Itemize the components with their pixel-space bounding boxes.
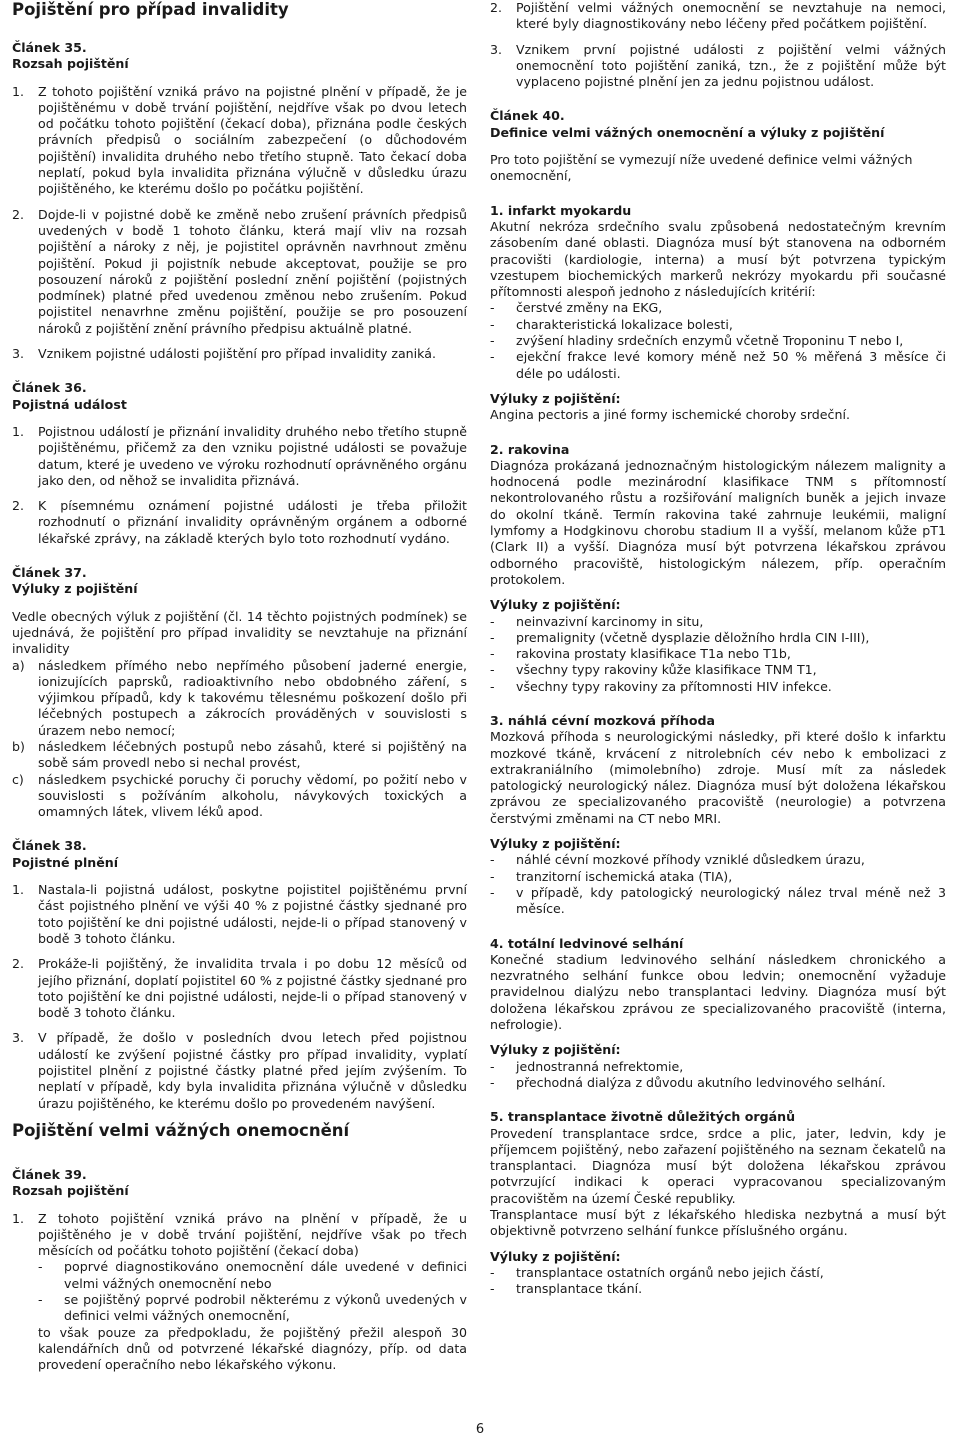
exclusions-label: Výluky z pojištění:	[490, 836, 621, 852]
list-item: - poprvé diagnostikováno onemocnění dále uvedené v definici velmi vážných onemocnění nebo	[38, 1259, 467, 1291]
article-36-heading	[12, 380, 467, 413]
page-number: 6	[475, 1422, 485, 1437]
disease-title: 5. transplantace životně důležitých orgánů	[490, 1109, 796, 1125]
article-number: Článek 38.	[12, 838, 87, 854]
article-39-heading	[12, 1167, 467, 1200]
list-item: - náhlé cévní mozkové příhody vzniklé důsledkem úrazu,	[490, 852, 865, 868]
disease-definition: Mozková příhoda s neurologickými následky, při které došlo k infarktu mozkové tkáně, krvácení z nitrolebních cév nebo k embolizaci z extrakraniálního (mimolebního) zdroje. Musí mít za následek patologický neurologický nález. Diagnóza musí být doložena lékařskou zprávou ze specializovaného pracoviště (neurologie) a potvrzena čerstvými změnami na CT nebo MRI.	[490, 729, 946, 826]
list-item: - přechodná dialýza z důvodu akutního ledvinového selhání.	[490, 1074, 886, 1090]
paragraph: 3. Vznikem první pojistné události z pojištění velmi vážných onemocnění toto pojištění zaniká, tzn., že z pojištění může být vyplaceno pojistné plnění jen za jednu pojistnou událost.	[490, 41, 946, 90]
article-number: Článek 40.	[490, 108, 565, 124]
list-item: b) následkem léčebných postupů nebo zásahů, které si pojištěný na sobě sám provedl nebo si nechal provést,	[12, 738, 467, 771]
list-item: - jednostranná nefrektomie,	[490, 1058, 684, 1074]
exclusion-text: Angina pectoris a jiné formy ischemické choroby srdeční.	[490, 407, 850, 423]
disease-definition: Konečné stadium ledvinového selhání následkem chronického a nezvratného selhání funkce obou ledvin; onemocnění vyžaduje pravidelnou dialýzu nebo transplantaci ledviny. Diagnóza musí být doložena lékařskou zprávou ze specializovaného pracoviště (interna, nefrologie).	[490, 951, 946, 1033]
list-item: - transplantace ostatních orgánů nebo jejich částí,	[490, 1264, 824, 1280]
article-title: Pojistná událost	[12, 396, 127, 412]
exclusions-label: Výluky z pojištění:	[490, 1042, 621, 1058]
list-item: - čerstvé změny na EKG,	[490, 300, 663, 316]
article-title: Rozsah pojištění	[12, 56, 129, 72]
paragraph: 1. Z tohoto pojištění vzniká právo na plnění v případě, že u pojištěného je v době trvání pojištění, nejdříve však po třech měsících od počátku tohoto pojištění (čekací doba)	[12, 1210, 467, 1259]
article-title: Rozsah pojištění	[12, 1183, 129, 1199]
disease-definition-extra: Transplantace musí být z lékařského hlediska nezbytná a musí být objektivně potvrzeno selhání funkce příslušného orgánu.	[490, 1207, 946, 1239]
article-number: Článek 37.	[12, 565, 87, 581]
article-40-heading	[490, 108, 946, 141]
list-item: - premalignity (včetně dysplazie děložního hrdla CIN I-III),	[490, 629, 870, 645]
list-item: - se pojištěný poprvé podrobil některému z výkonů uvedených v definici velmi vážných onemocnění,	[38, 1292, 467, 1324]
right-column	[490, 0, 946, 1306]
exclusions-list	[490, 614, 946, 695]
exclusions-label: Výluky z pojištění:	[490, 597, 621, 613]
paragraph: 1. Nastala-li pojistná událost, poskytne pojistitel pojištěnému první část pojistného plnění ve výši 40 % z pojistné částky sjednané pro toto pojištění ke dni pojistné události, nejde-li o případ stanovený v bodě 3 tohoto článku.	[12, 882, 467, 946]
list-item: - charakteristická lokalizace bolesti,	[490, 316, 733, 332]
list-item: a) následkem přímého nebo nepřímého působení jaderné energie, ionizujících paprsků, radioaktivního nebo obdobného záření, s výjimkou případů, kdy k takovému tělesnému poškození došlo při léčebných postupech a zákrocích prováděných v souvislosti s úrazem nebo nemocí;	[12, 657, 467, 738]
article-number: Článek 35.	[12, 40, 87, 55]
article-title: Definice velmi vážných onemocnění a výluky z pojištění	[490, 124, 885, 140]
disease-definition: Akutní nekróza srdečního svalu způsobená nedostatečným krevním zásobením dané oblasti. Diagnóza musí být stanovena na odborném pracovišti (kardiologie, interna) a musí být potvrzena typickým vzestupem biochemických markerů nekrózy myokardu při současné přítomnosti alespoň jednoho z následujících kritérií:	[490, 218, 946, 300]
section-title-invalidity: Pojištění pro případ invalidity	[12, 0, 289, 19]
paragraph: 1. Z tohoto pojištění vzniká právo na pojistné plnění v případě, že je pojištěnému v době trvání pojištění, nejdříve však po dvou letech od počátku tohoto pojištění (čekací doba), přiznána podle českých právních předpisů o sociálním zabezpečení (o důchodovém pojištění) invalidita druhého nebo třetího stupně. Tato čekací doba neplatí, pokud byla invalidita přiznána výlučně v důsledku úrazu pojištěného, ke kterému došlo po počátku pojištění.	[12, 83, 467, 197]
list-item: - všechny typy rakoviny za přítomnosti HIV infekce.	[490, 678, 832, 694]
list-item: - všechny typy rakoviny kůže klasifikace TNM T1,	[490, 662, 817, 678]
criteria-list	[490, 300, 946, 381]
exclusions-list	[490, 1059, 946, 1092]
list-item: - tranzitorní ischemická ataka (TIA),	[490, 868, 733, 884]
disease-title: 3. náhlá cévní mozková příhoda	[490, 712, 716, 728]
disease-title: 4. totální ledvinové selhání	[490, 935, 684, 951]
list-item: c) následkem psychické poruchy či poruchy vědomí, po požití nebo v souvislosti s požíváním alkoholu, návykových toxických a omamných látek, vlivem léků apod.	[12, 771, 467, 820]
article-title: Výluky z pojištění	[12, 581, 138, 597]
disease-definition: Provedení transplantace srdce, srdce a plic, jater, ledvin, kdy je příjemcem pojištěný, nebo zařazení pojištěného na seznam čekatelů na transplantaci. Diagnóza musí být doložena lékařskou zprávou potvrzující indikaci k operaci vypracovanou specializovaným pracovištěm na území České republiky.	[490, 1125, 946, 1206]
disease-definition: Diagnóza prokázaná jednoznačným histologickým nálezem malignity a hodnocená podle mezinárodní klasifikace TNM s přítomností nekontrolovaného růstu a rozšiřování maligních buněk a jejich invaze do okolní tkáně. Termín rakovina také zahrnuje leukémii, maligní lymfomy a Hodgkinovu chorobu stadium II a vyšší, melanom kůže pT1 (Clark II) a vyšší. Diagnóza musí být potvrzena lékařskou zprávou odborného pracoviště, histologickým nálezem, příp. operačním protokolem.	[490, 457, 946, 587]
list-item: - neinvazivní karcinomy in situ,	[490, 613, 704, 629]
left-column	[12, 0, 467, 1382]
paragraph: Pro toto pojištění se vymezují níže uvedené definice velmi vážných onemocnění,	[490, 152, 913, 184]
disease-title: 1. infarkt myokardu	[490, 202, 632, 218]
paragraph: 2. Prokáže-li pojištěný, že invalidita trvala i po dobu 12 měsíců od jejího přiznání, doplatí pojistitel 60 % z pojistné částky sjednané pro toto pojištění ke dni pojistné události, nejde-li o případ stanovený v bodě 3 tohoto článku.	[12, 956, 467, 1021]
paragraph: 2. K písemnému oznámení pojistné události je třeba přiložit rozhodnutí o přiznání invalidity oprávněným orgánem a odborné lékařské zprávy, na základě kterých bylo toto rozhodnutí vydáno.	[12, 498, 467, 546]
list-item: - ejekční frakce levé komory méně než 50 % měřená 3 měsíce či déle po události.	[490, 349, 946, 381]
article-number: Článek 39.	[12, 1166, 87, 1182]
paragraph: to však pouze za předpokladu, že pojištěný přežil alespoň 30 kalendářních dnů od potvrzené lékařské diagnózy, příp. od data provedení operačního nebo lékařského výkonu.	[38, 1324, 467, 1373]
article-title: Pojistné plnění	[12, 854, 119, 870]
exclusions-list	[490, 1265, 946, 1298]
exclusions-list	[490, 852, 946, 917]
disease-title: 2. rakovina	[490, 441, 570, 457]
exclusions-label: Výluky z pojištění:	[490, 1248, 621, 1264]
article-37-heading	[12, 565, 467, 598]
list-item: - zvýšení hladiny srdečních enzymů včetně Troponinu T nebo I,	[490, 333, 904, 349]
article-number: Článek 36.	[12, 380, 87, 396]
list-item: - transplantace tkání.	[490, 1281, 643, 1297]
list-item: - rakovina prostaty klasifikace T1a nebo T1b,	[490, 646, 791, 662]
paragraph: 3. Vznikem pojistné události pojištění pro případ invalidity zaniká.	[12, 346, 436, 362]
exclusions-label: Výluky z pojištění:	[490, 390, 621, 406]
article-38-heading	[12, 838, 467, 871]
paragraph: Vedle obecných výluk z pojištění (čl. 14 těchto pojistných podmínek) se ujednává, že pojištění pro případ invalidity se nevztahuje na přiznání invalidity	[12, 608, 467, 657]
article-35-heading	[12, 40, 467, 73]
paragraph: 1. Pojistnou událostí je přiznání invalidity druhého nebo třetího stupně pojištěnému, přičemž za den vzniku pojistné události se považuje datum, které je uvedeno ve výroku rozhodnutí oprávněného orgánu jako den, od něhož se invalidita přiznává.	[12, 423, 467, 488]
paragraph: 2. Pojištění velmi vážných onemocnění se nevztahuje na nemoci, které byly diagnostikovány nebo léčeny před počátkem pojištění.	[490, 0, 946, 32]
list-item: - v případě, kdy patologický neurologický nález trval méně než 3 měsíce.	[490, 884, 946, 917]
section-title-serious-illness: Pojištění velmi vážných onemocnění	[12, 1120, 350, 1140]
paragraph: 3. V případě, že došlo v posledních dvou letech před pojistnou událostí ke zvýšení pojistné částky pro případ invalidity, vyplatí pojistitel plnění z pojistné částky platné před jejím zvýšením. To neplatí v případě, kdy byla invalidita přiznána výlučně v důsledku úrazu pojištěného, ke kterému došlo po provedeném navýšení.	[12, 1030, 467, 1111]
paragraph: 2. Dojde-li v pojistné době ke změně nebo zrušení právních předpisů uvedených v bodě 1 tohoto článku, která mají vliv na rozsah pojištění a nároky z něj, je pojistitel oprávněn navrhnout změnu pojištění. Pokud ji pojistník nebude akceptovat, použije se pro posouzení nároků z pojištění poslední znění pojištění (pojistných podmínek) platné před uvedenou změnou nebo zrušením. Pokud pojistitel nenavrhne změnu pojištění, použije se pro posouzení nároků z pojištění znění právního předpisu aktuálně platné.	[12, 206, 467, 336]
